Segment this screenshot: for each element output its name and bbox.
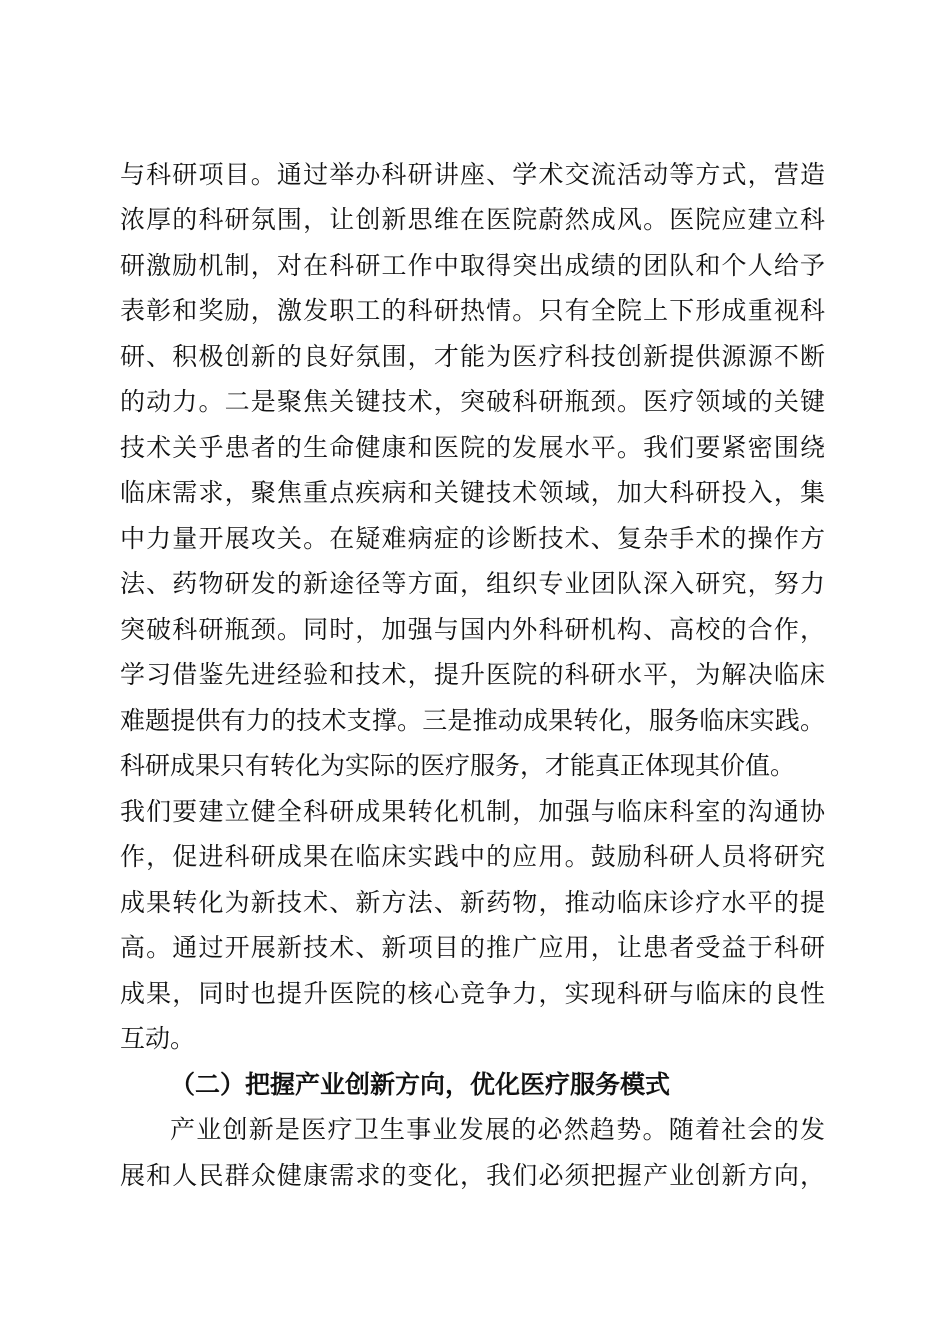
- body-text-line: 研、积极创新的良好氛围，才能为医疗科技创新提供源源不断: [120, 342, 825, 371]
- body-text-line: 研激励机制，对在科研工作中取得突出成绩的团队和个人给予: [120, 251, 825, 280]
- body-text-line: 突破科研瓶颈。同时，加强与国内外科研机构、高校的合作，: [120, 615, 825, 644]
- body-text-line: 学习借鉴先进经验和技术，提升医院的科研水平，为解决临床: [120, 660, 825, 689]
- body-text-line: 高。通过开展新技术、新项目的推广应用，让患者受益于科研: [120, 933, 825, 962]
- body-text-line: 科研成果只有转化为实际的医疗服务，才能真正体现其价值。: [120, 751, 796, 780]
- body-text-line: 临床需求，聚焦重点疾病和关键技术领域，加大科研投入，集: [120, 478, 825, 507]
- body-text-line: 互动。: [120, 1024, 196, 1053]
- body-text-line: 中力量开展攻关。在疑难病症的诊断技术、复杂手术的操作方: [120, 524, 825, 553]
- body-text-line: 成果转化为新技术、新方法、新药物，推动临床诊疗水平的提: [120, 888, 825, 917]
- body-text-line: 作，促进科研成果在临床实践中的应用。鼓励科研人员将研究: [120, 842, 825, 871]
- body-text-line: 技术关乎患者的生命健康和医院的发展水平。我们要紧密围绕: [120, 433, 825, 462]
- body-text-line: 表彰和奖励，激发职工的科研热情。只有全院上下形成重视科: [120, 296, 825, 325]
- body-text-line: 我们要建立健全科研成果转化机制，加强与临床科室的沟通协: [120, 797, 825, 826]
- body-text-line: 成果，同时也提升医院的核心竞争力，实现科研与临床的良性: [120, 979, 825, 1008]
- body-text-line: 展和人民群众健康需求的变化，我们必须把握产业创新方向，: [120, 1161, 825, 1190]
- body-text-line: 浓厚的科研氛围，让创新思维在医院蔚然成风。医院应建立科: [120, 205, 825, 234]
- body-text-line: 法、药物研发的新途径等方面，组织专业团队深入研究，努力: [120, 569, 825, 598]
- body-text-line: 的动力。二是聚焦关键技术，突破科研瓶颈。医疗领域的关键: [120, 387, 825, 416]
- body-text-line: 产业创新是医疗卫生事业发展的必然趋势。随着社会的发: [170, 1115, 825, 1144]
- body-text-line: 与科研项目。通过举办科研讲座、学术交流活动等方式，营造: [120, 160, 825, 189]
- section-heading: （二）把握产业创新方向，优化医疗服务模式: [170, 1070, 671, 1099]
- body-text-line: 难题提供有力的技术支撑。三是推动成果转化，服务临床实践。: [120, 706, 825, 735]
